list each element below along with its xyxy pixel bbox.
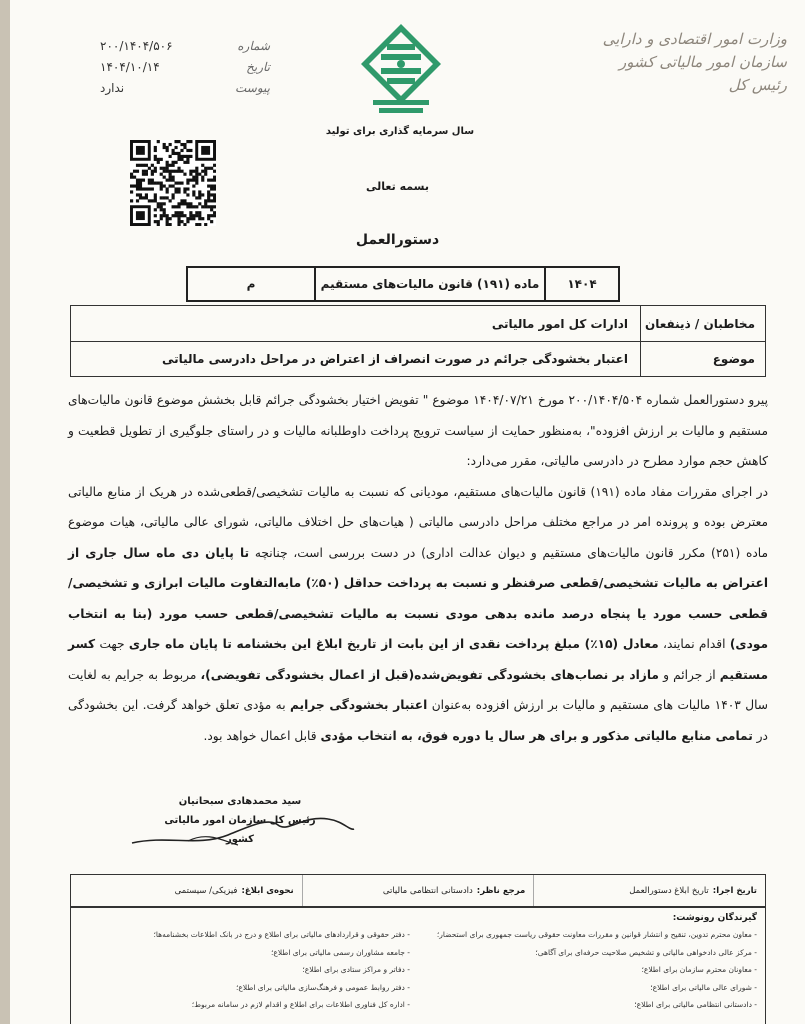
attachment-label: پیوست	[235, 81, 270, 95]
table-row	[70, 341, 766, 377]
document-title: دستورالعمل	[355, 232, 440, 248]
number-label: شماره	[237, 39, 270, 53]
year-slogan: سال سرمایه گذاری برای تولید	[325, 126, 475, 137]
list-item: - دفاتر و مراکز ستادی برای اطلاع؛	[79, 961, 410, 979]
footer-reference: مرجع ناظر: دادستانی انتظامی مالیاتی	[302, 875, 534, 907]
tax-organization-logo	[359, 22, 443, 118]
list-item: - معاون محترم تدوین، تنقیح و انتشار قوانین و مقررات معاونت حقوقی ریاست جمهوری برای استحضار؛	[426, 926, 757, 944]
list-item: - دفتر حقوقی و قراردادهای مالیاتی برای اطلاع و درج در بانک اطلاعات بخشنامه‌ها؛	[79, 926, 410, 944]
letter-date: ۱۴۰۴/۱۰/۱۴	[100, 60, 160, 74]
header-box	[186, 266, 620, 302]
bismillah: بسمه تعالی	[366, 180, 429, 193]
list-item: - مرکز عالی دادخواهی مالیاتی و تشخیص صلاحیت حرفه‌ای برای آگاهی؛	[426, 944, 757, 962]
document-body	[68, 385, 768, 751]
list-item: - جامعه مشاوران رسمی مالیاتی برای اطلاع؛	[79, 944, 410, 962]
footer-box	[70, 874, 766, 908]
letterhead-ministry: وزارت امور اقتصادی و دارایی	[602, 30, 787, 48]
letter-number: ۲۰۰/۱۴۰۴/۵۰۶	[100, 39, 173, 53]
header-law: ماده (۱۹۱) قانون مالیات‌های مستقیم	[314, 268, 544, 300]
letter-metadata	[100, 36, 270, 99]
document-page	[10, 0, 805, 1024]
qr-code	[130, 140, 216, 226]
subject-value: اعتبار بخشودگی جرائم در صورت انصراف از اعتراض در مراحل دادرسی مالیاتی	[161, 352, 628, 366]
list-item: - دادستانی انتظامی مالیاتی برای اطلاع؛	[426, 996, 757, 1014]
attachment-value: ندارد	[100, 81, 125, 95]
letterhead-organization: سازمان امور مالیاتی کشور	[619, 53, 787, 71]
paragraph-intro: پیرو دستورالعمل شماره ۲۰۰/۱۴۰۴/۵۰۴ مورخ ۱۴۰۴/۰۷/۲۱ موضوع " تفویض اختیار بخشودگی جرائم قابل بخشش موضوع قانون مالیات‌های مستقیم و مالیات بر ارزش افزوده"، به‌منظور حمایت از سیاست ترویج پرداخت داوطلبانه مالیات و در راستای جلوگیری از تطویل قطعیت و کاهش حجم موارد مطرح در دادرسی مالیاتی، مقرر می‌دارد:	[68, 393, 769, 468]
copy-recipients	[70, 906, 766, 1024]
letterhead	[582, 28, 787, 97]
list-item: - اداره کل فناوری اطلاعات برای اطلاع و اقدام لازم در سامانه مربوط؛	[79, 996, 410, 1014]
copy-recipients-title: گیرندگان رونوشت:	[672, 913, 757, 923]
table-row	[70, 305, 766, 341]
handwritten-signature	[128, 805, 358, 850]
paragraph-main: در اجرای مقررات مفاد ماده (۱۹۱) قانون مالیات‌های مستقیم، مودیانی که نسبت به مالیات تشخیصی/قطعی‌شده در هریک از منابع مالیاتی معترض بوده و پرونده امر در مراجع مختلف مراحل دادرسی مالیاتی ( هیات‌های حل اختلاف مالیاتی، شورای عالی مالیاتی، هیات موضوع ماده (۲۵۱) مکرر قانون مالیات‌های مستقیم و دیوان عدالت اداری) در دست بررسی است، چنانچه تا پایان دی ماه سال جاری از اعتراض به مالیات تشخیصی/قطعی صرفنظر و نسبت به پرداخت حداقل (۵۰٪) مابه‌التفاوت مالیات ابرازی و تشخیصی/قطعی حسب مورد یا پنجاه درصد مانده بدهی مودی نسبت به مالیات تشخیصی/قطعی حسب مورد (بنا به انتخاب مودی) اقدام نمایند، معادل (۱۵٪) مبلغ پرداخت نقدی از این بابت از تاریخ ابلاغ این بخشنامه تا پایان ماه جاری جهت کسر مستقیم از جرائم و مازاد بر نصاب‌های بخشودگی تفویض‌شده(قبل از اعمال بخشودگی تفویضی)، مربوط به جرایم به لغایت سال ۱۴۰۳ مالیات های مستقیم و مالیات بر ارزش افزوده به‌عنوان اعتبار بخشودگی جرایم به مؤدی تعلق خواهد گرفت. این بخشودگی در تمامی منابع مالیاتی مذکور و برای هر سال یا دوره فوق، به انتخاب مؤدی قابل اعمال خواهد بود.	[68, 484, 769, 743]
date-label: تاریخ	[246, 60, 270, 74]
recipients-left-column	[79, 926, 410, 1014]
header-code: م	[246, 277, 256, 291]
audience-label: مخاطبان / ذینفعان	[640, 306, 765, 341]
header-year: ۱۴۰۴	[544, 268, 618, 300]
list-item: - دفتر روابط عمومی و فرهنگ‌سازی مالیاتی برای اطلاع؛	[79, 979, 410, 997]
footer-execution: تاریخ اجرا: تاریخ ابلاغ دستورالعمل	[533, 875, 765, 907]
list-item: - معاونان محترم سازمان برای اطلاع؛	[426, 961, 757, 979]
signer-title: رئیس کل سازمان امور مالیاتی کشور	[164, 815, 316, 845]
info-table	[70, 305, 766, 377]
audience-value: ادارات کل امور مالیاتی	[491, 316, 628, 331]
subject-label: موضوع	[640, 342, 765, 376]
signer-name: سید محمدهادی سبحانیان	[178, 796, 302, 807]
recipients-right-column	[426, 926, 757, 1014]
letterhead-head: رئیس کل	[728, 76, 787, 94]
list-item: - شورای عالی مالیاتی برای اطلاع؛	[426, 979, 757, 997]
footer-notification: نحوه‌ی ابلاغ: فیزیکی/ سیستمی	[174, 886, 294, 896]
